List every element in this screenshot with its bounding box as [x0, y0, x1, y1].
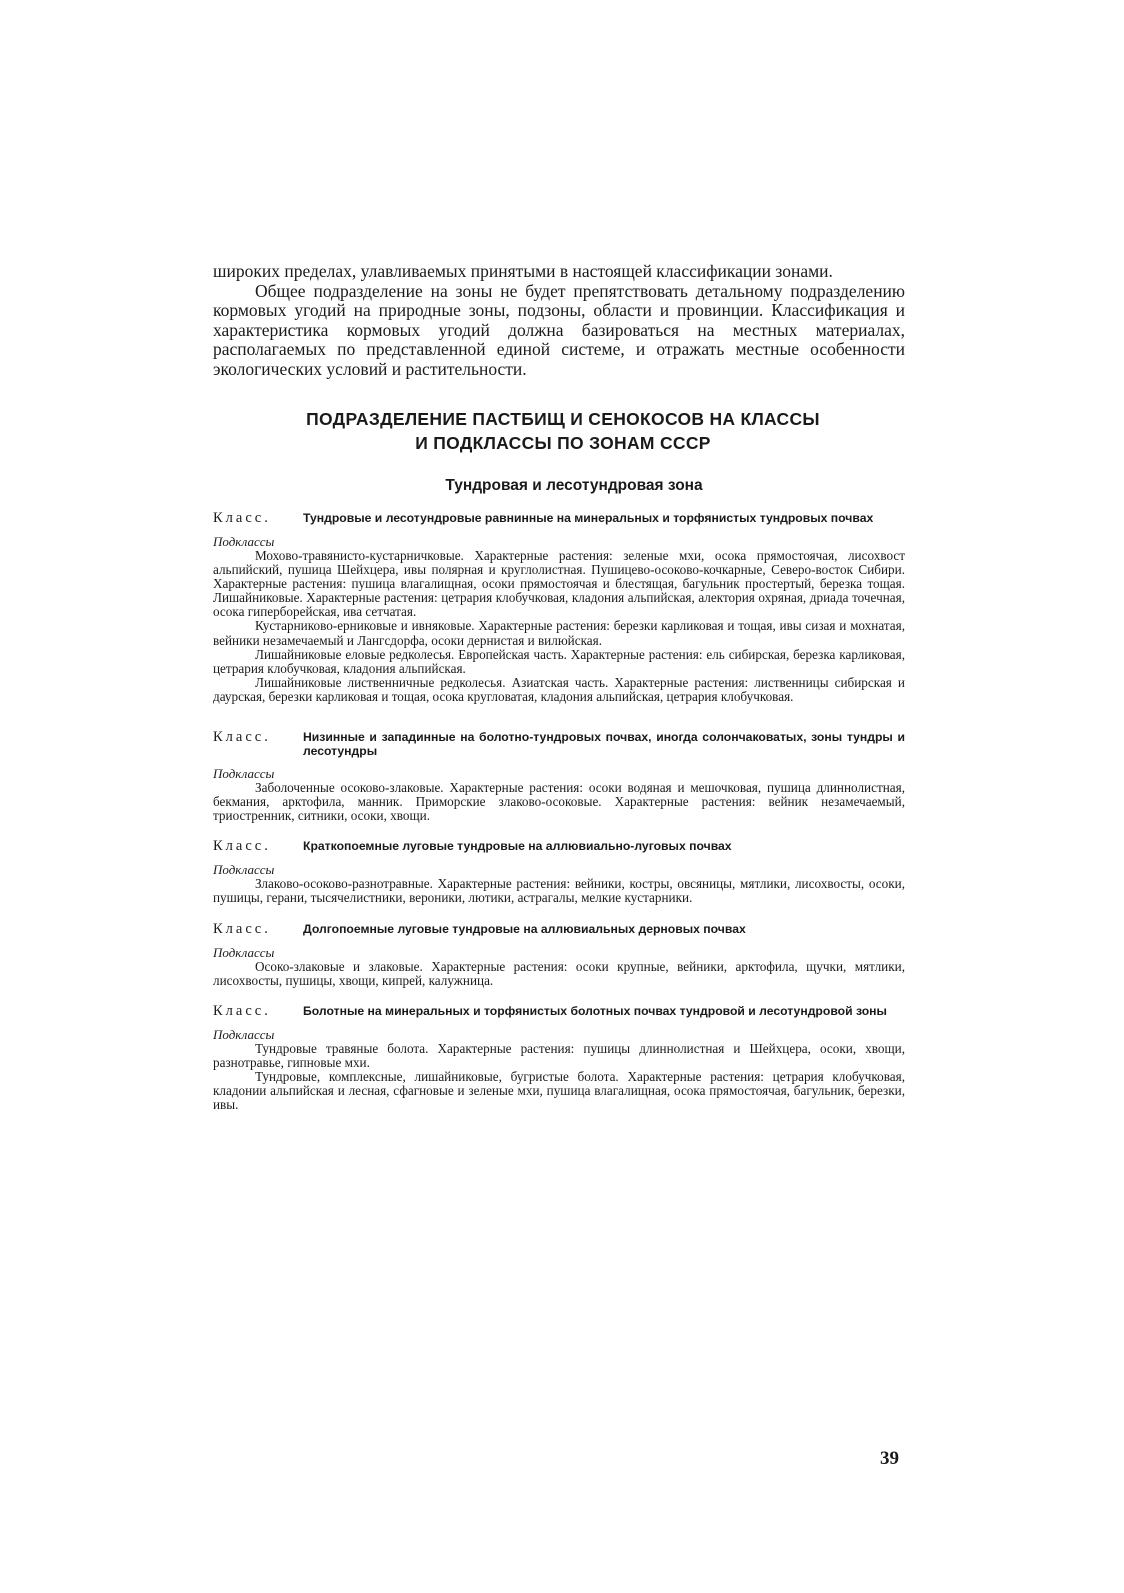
subclass-paragraph: Кустарниково-ерниковые и ивняковые. Характерные растения: березки карликовая и тощая, ивы сизая и мохнатая, вейники незамечаемый и Лангсдорфа, осоки дернистая и вилюйская.	[213, 618, 905, 648]
subclass-paragraph: Лишайниковые лиственничные редколесья. Азиатская часть. Характерные растения: лиственницы сибирская и даурская, березки карликовая и тощая, осока кругловатая, кладония альпийская, цетрария клобучковая.	[213, 674, 905, 704]
subclass-label: Подклассы	[213, 862, 275, 878]
section-heading	[213, 407, 905, 455]
subclass-paragraph: Злаково-осоково-разнотравные. Характерные растения: вейники, костры, овсяницы, мятлики, лисохвосты, осоки, пушицы, герани, тысячелистники, вероники, лютики, астрагалы, мелкие кустарники.	[213, 876, 905, 906]
subclass-label: Подклассы	[213, 766, 275, 782]
intro-paragraph: Общее подразделение на зоны не будет препятствовать детальному подразделению кормовых угодий на природные зоны, подзоны, области и провинции. Классификация и характеристика кормовых угодий должна базироваться на местных материалах, располагаемых по представленной единой системе, и отражать местные особенности экологических условий и растительности.	[213, 280, 905, 379]
class-header	[213, 839, 905, 854]
intro-paragraph: широких пределах, улавливаемых принятыми в настоящей классификации зонами.	[213, 261, 833, 281]
subclass-paragraph: Заболоченные осоково-злаковые. Характерные растения: осоки водяная и мешочковая, пушица длиннолистная, бекмания, арктофила, манник. Приморские злаково-осоковые. Характерные растения: вейник незамечаемый, триостренник, ситники, осоки, хвощи.	[213, 780, 905, 824]
class-header	[213, 730, 905, 758]
class-header	[213, 922, 905, 937]
class-block	[213, 511, 905, 704]
class-header	[213, 1004, 905, 1019]
class-title: Краткопоемные луговые тундровые на аллювиально-луговых почвах	[303, 839, 732, 854]
subclass-label: Подклассы	[213, 944, 275, 960]
subclass-label: Подклассы	[213, 1026, 275, 1042]
class-block	[213, 922, 905, 988]
subclass-paragraph: Мохово-травянисто-кустарничковые. Характерные растения: зеленые мхи, осока прямостоячая, лисохвост альпийский, пушица Шейхцера, ивы полярная и круглолистная. Пушицево-осоково-кочкарные, Северо-восток Сибири. Характерные растения: пушица влагалищная, осоки прямостоячая и блестящая, багульник простертый, березка тощая. Лишайниковые. Характерные растения: цетрария клобучковая, кладония альпийская, алектория охряная, дриада точечная, осока гиперборейская, ива сетчатая.	[213, 548, 905, 620]
class-label: Класс.	[213, 838, 271, 855]
subclass-paragraph: Осоко-злаковые и злаковые. Характерные растения: осоки крупные, вейники, арктофила, щучки, мятлики, лисохвосты, пушицы, хвощи, кипрей, калужница.	[213, 958, 905, 988]
class-block	[213, 839, 905, 905]
class-block	[213, 1004, 905, 1112]
class-title: Долгопоемные луговые тундровые на аллювиальных дерновых почвах	[303, 921, 746, 936]
section-heading-line: И ПОДКЛАССЫ ПО ЗОНАМ СССР	[415, 433, 711, 453]
intro-text	[213, 262, 905, 379]
subclass-paragraph: Лишайниковые еловые редколесья. Европейская часть. Характерные растения: ель сибирская, березка карликовая, цетрария клобучковая, кладония альпийская.	[213, 646, 905, 676]
class-label: Класс.	[213, 920, 271, 937]
section-heading-line: ПОДРАЗДЕЛЕНИЕ ПАСТБИЩ И СЕНОКОСОВ НА КЛАССЫ	[306, 409, 820, 429]
class-label: Класс.	[213, 510, 271, 526]
subclass-label: Подклассы	[213, 534, 275, 549]
class-label: Класс.	[213, 729, 271, 746]
subclass-paragraph: Тундровые травяные болота. Характерные растения: пушицы длиннолистная и Шейхцера, осоки, хвощи, разнотравье, гипновые мхи.	[213, 1040, 905, 1070]
class-block	[213, 730, 905, 823]
class-label: Класс.	[213, 1002, 271, 1019]
class-title: Болотные на минеральных и торфянистых болотных почвах тундровой и лесотундровой зоны	[303, 1003, 887, 1018]
class-header	[213, 511, 905, 526]
class-title: Тундровые и лесотундровые равнинные на минеральных и торфянистых тундровых почвах	[303, 511, 874, 525]
class-title: Низинные и западинные на болотно-тундровых почвах, иногда солончаковатых, зоны тундры и лесотундры	[303, 730, 905, 759]
subclass-paragraph: Тундровые, комплексные, лишайниковые, бугристые болота. Характерные растения: цетрария клобучковая, кладонии альпийская и лесная, сфагновые и зеленые мхи, пушица влагалищная, осока прямостоячая, багульник, березки, ивы.	[213, 1068, 905, 1113]
page-number: 39	[880, 1448, 899, 1469]
zone-title: Тундровая и лесотундровая зона	[445, 477, 703, 494]
page-body	[213, 262, 905, 1112]
